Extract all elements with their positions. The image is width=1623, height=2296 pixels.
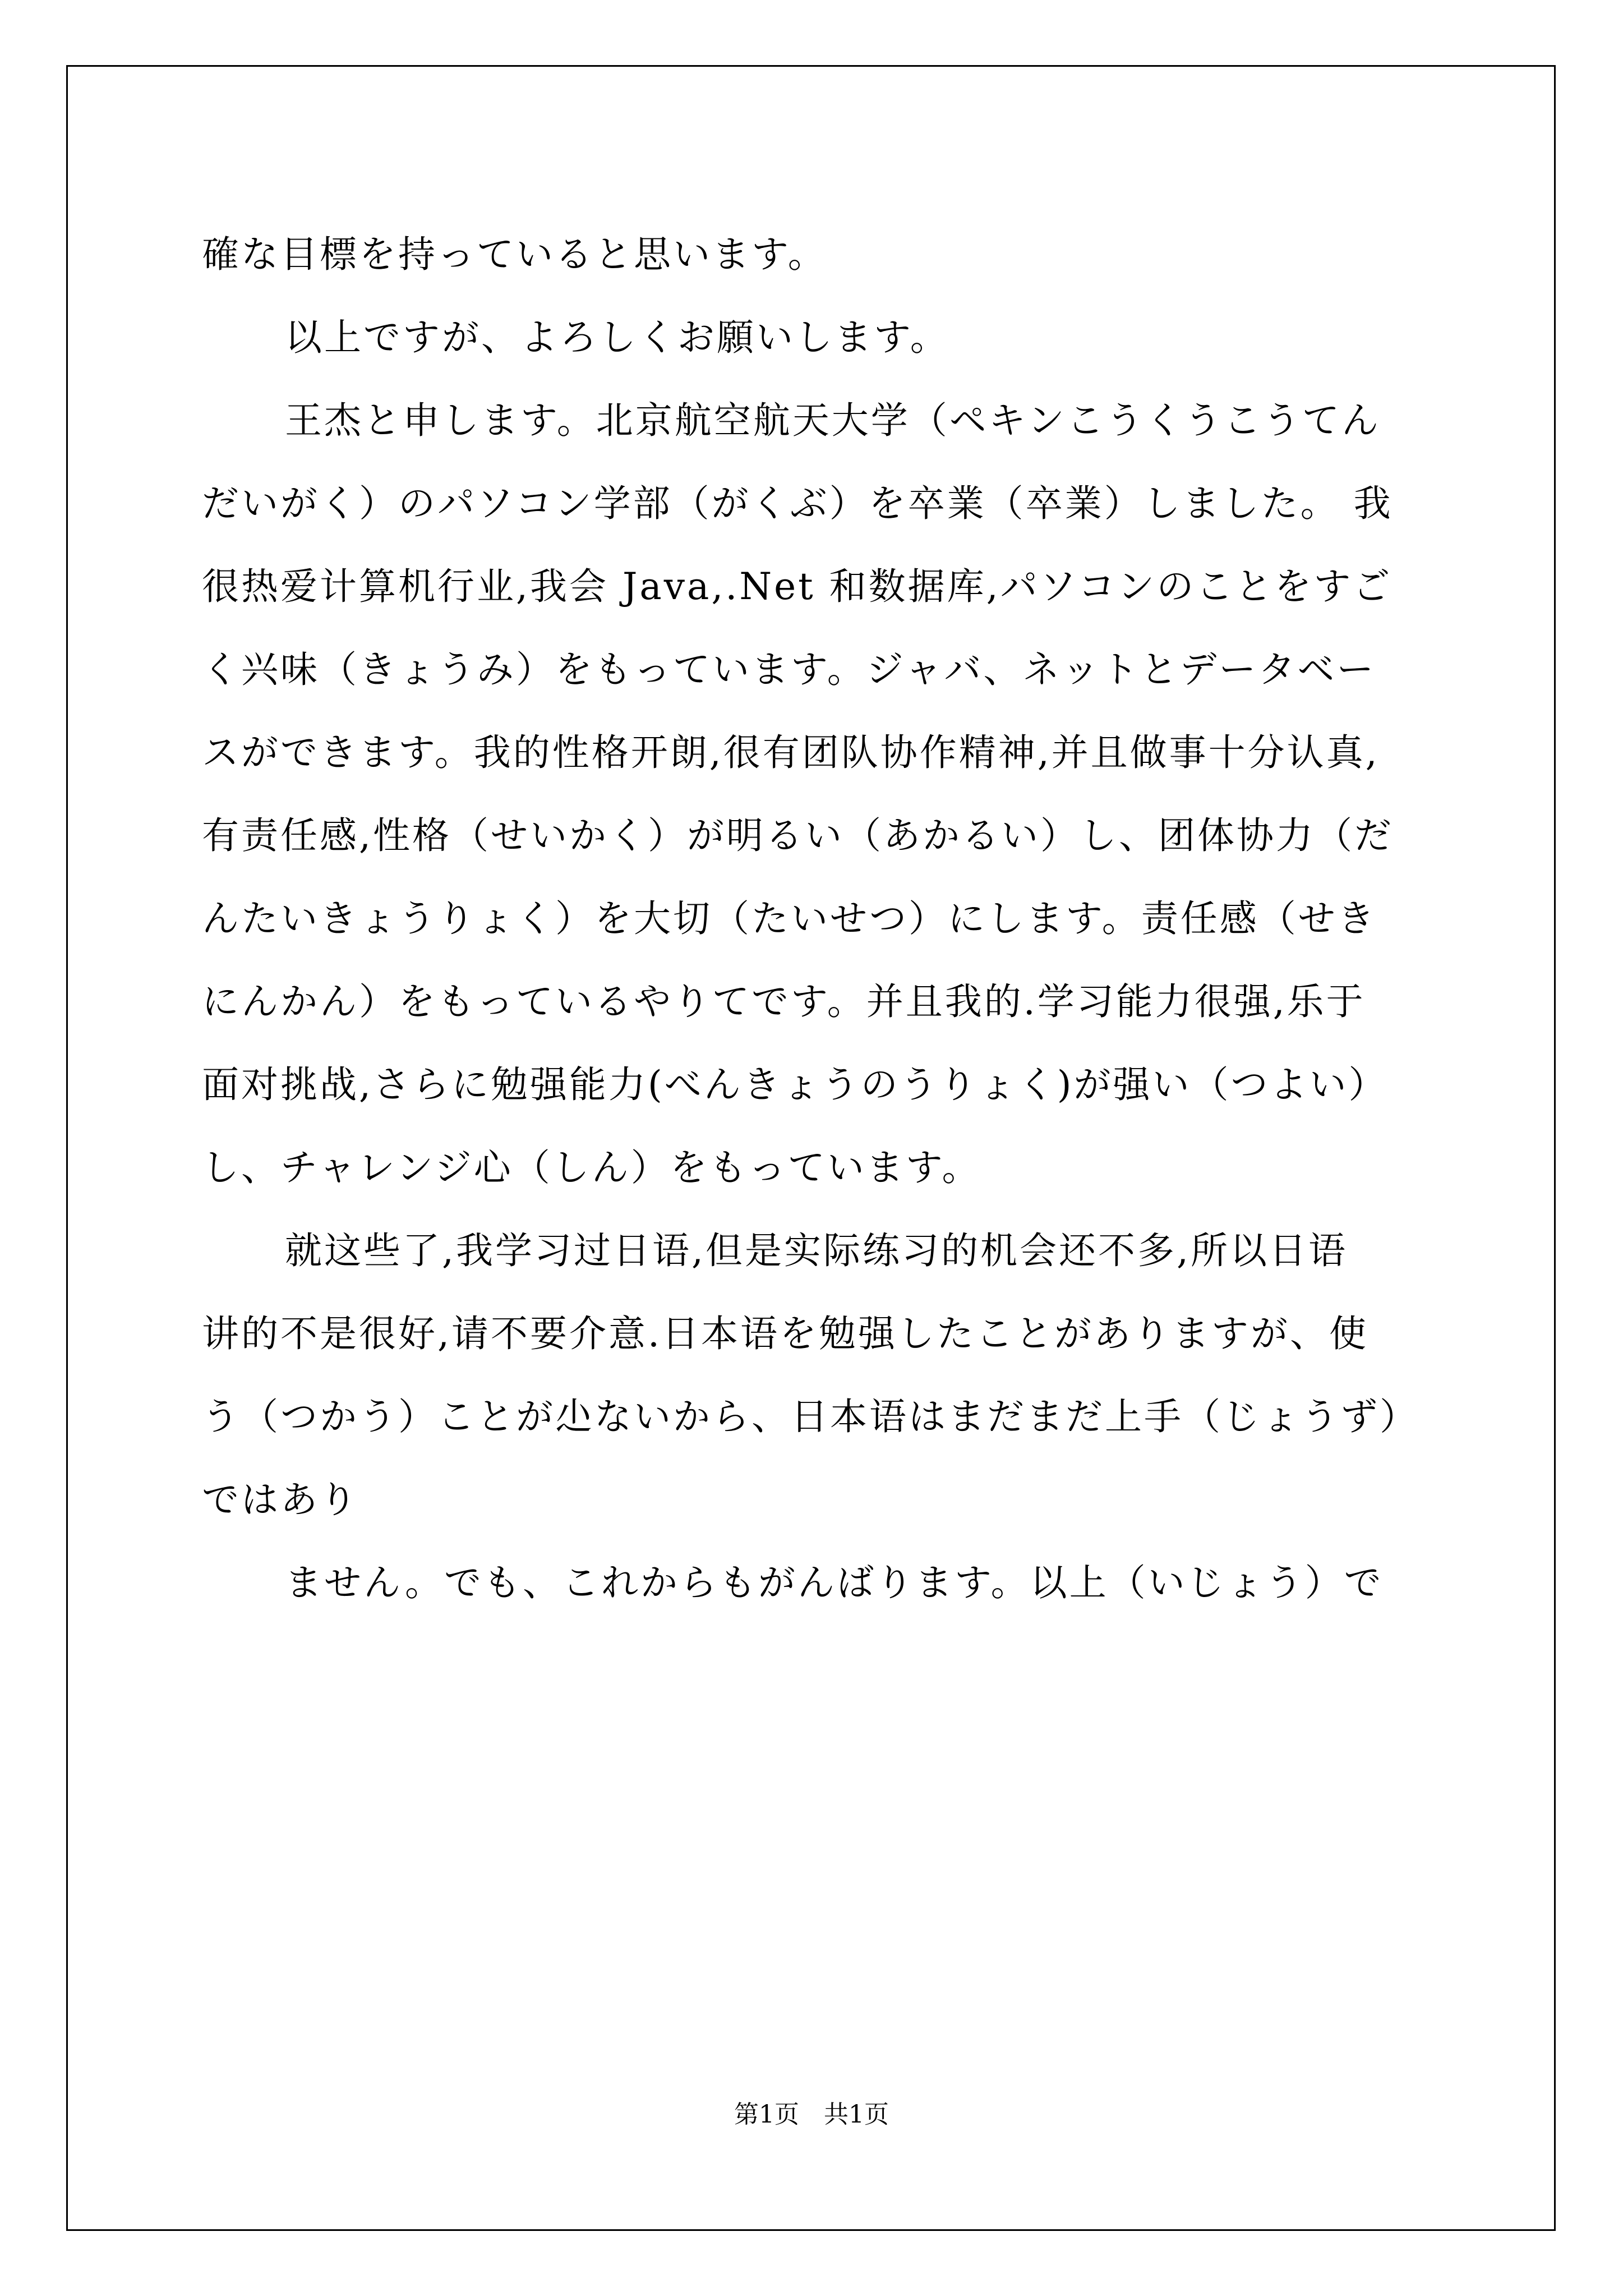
text-line: 有责任感,性格（せいかく）が明るい（あかるい）し、团体协力（だ bbox=[202, 814, 1394, 857]
page-footer: 第1页 共1页 bbox=[734, 2100, 889, 2129]
text-line: スができます。我的性格开朗,很有团队协作精神,并且做事十分认真, bbox=[202, 731, 1380, 774]
text-line: んたいきょうりょく）を大切（たいせつ）にします。责任感（せき bbox=[202, 897, 1377, 940]
text-line: 確な目標を持っていると思います。 bbox=[202, 233, 827, 276]
text-line: 以上ですが、よろしくお願いします。 bbox=[285, 316, 949, 359]
text-line: ません。でも、これからもがんばります。以上（いじょう）で bbox=[285, 1561, 1384, 1604]
text-line: にんかん）をもっているやりてです。并且我的.学习能力很强,乐于 bbox=[202, 980, 1366, 1023]
text-line: 面对挑战,さらに勉强能力(べんきょうのうりょく)が强い（つよい） bbox=[202, 1063, 1388, 1106]
text-line: 就这些了,我学习过日语,但是实际练习的机会还不多,所以日语 bbox=[285, 1229, 1348, 1272]
text-line: 很热爱计算机行业,我会 Java,.Net 和数据库,パソコンのことをすご bbox=[202, 565, 1393, 608]
text-line: ではあり bbox=[202, 1478, 359, 1521]
text-line: 王杰と申します。北京航空航天大学（ペキンこうくうこうてん bbox=[285, 399, 1381, 442]
document-body bbox=[202, 213, 1436, 1625]
text-line: だいがく）のパソコン学部（がくぶ）を卒業（卒業）しました。 我 bbox=[202, 482, 1393, 525]
text-line: 讲的不是很好,请不要介意.日本语を勉强したことがありますが、使 bbox=[202, 1312, 1368, 1355]
text-line: し、チャレンジ心（しん）をもっています。 bbox=[202, 1146, 981, 1189]
text-line: く兴味（きょうみ）をもっています。ジャバ、ネットとデータベー bbox=[202, 648, 1376, 691]
text-line: う（つかう）ことが尐ないから、日本语はまだまだ上手（じょうず） bbox=[202, 1395, 1419, 1438]
